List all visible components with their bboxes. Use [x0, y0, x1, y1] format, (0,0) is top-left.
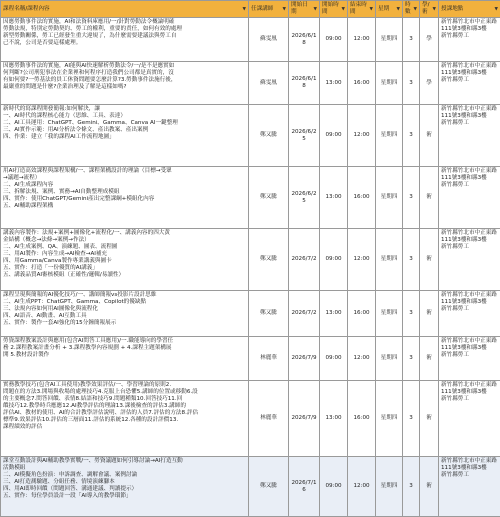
course-description-line: 四、作業：建立「我的課程AI工作流程地圖」 [3, 134, 246, 141]
end-time-cell: 12:00 [348, 105, 376, 167]
weekday-cell: 星期四 [376, 229, 403, 291]
location-cell [439, 62, 500, 105]
start-time-cell: 09:00 [320, 229, 348, 291]
end-time-cell: 16:00 [348, 62, 376, 105]
location-line: 新竹縣竹北市中正東路 [441, 292, 498, 299]
location-line: 111號3樓和縣3樓 [441, 70, 498, 77]
course-description-line: 勞資課程教案設計與應用(包含AI問答工具應用)/一.職能導向的學習任 [3, 338, 246, 345]
course-description-line: 五、實作：製作一套AI強化的15分鐘簡報展示 [3, 320, 246, 327]
type-cell: 術 [420, 167, 439, 229]
hours-cell: 3 [403, 291, 420, 337]
course-description-line: 三、AI實作示範：用AI分析法令條文、產出教案、產出案例 [3, 127, 246, 134]
course-description-line: 新時代的寫課程開發簡報:如何解決，讓 [3, 106, 246, 113]
filter-dropdown-icon[interactable]: ▼ [314, 6, 317, 13]
course-description-cell [1, 381, 249, 457]
course-description-line: 五、AI輔助課程架構 [3, 203, 246, 210]
course-description-line: 用AI打造高效課程與課程架構/一、課程架構設計的理論（目標→受眾 [3, 168, 246, 175]
location-line: 新竹縣勞工 [441, 77, 498, 84]
course-description-line: 三、拆解法規、案例、實務→AI自動整理成模組 [3, 189, 246, 196]
header-type[interactable] [420, 1, 439, 18]
end-time-cell: 12:00 [348, 229, 376, 291]
start-date-cell: 2026/7/2 [289, 229, 320, 291]
hours-cell: 3 [403, 105, 420, 167]
end-time-cell: 12:00 [348, 337, 376, 381]
start-date-cell: 2026/6/18 [289, 18, 320, 62]
table-body [1, 18, 500, 517]
course-description-line: 三、用AI製作：內容生成→AI檢查→AI補充 [3, 251, 246, 258]
location-cell [439, 105, 500, 167]
start-time-cell: 09:00 [320, 457, 348, 517]
course-description-line: 二、AI模擬角色扮演：申訴調查、調解會議、案例討論 [3, 472, 246, 479]
table-row [1, 381, 500, 457]
course-description-line: 二、AI生成課程內容 [3, 182, 246, 189]
type-cell: 術 [420, 229, 439, 291]
location-cell [439, 337, 500, 381]
teacher-cell: 鄭又騰 [249, 457, 289, 517]
location-line: 新竹縣竹北市中正東路 [441, 382, 498, 389]
start-time-cell: 13:00 [320, 381, 348, 457]
teacher-cell: 林麗華 [249, 381, 289, 457]
end-time-cell: 16:00 [348, 167, 376, 229]
location-line: 新竹縣竹北市中正東路 [441, 458, 498, 465]
weekday-cell: 星期四 [376, 18, 403, 62]
filter-dropdown-icon[interactable]: ▼ [243, 6, 246, 13]
location-line: 新竹縣竹北市中正東路 [441, 63, 498, 70]
table-row [1, 457, 500, 517]
header-end-time[interactable] [348, 1, 376, 18]
course-description-line: 務 2.課程教案計畫分析 + 3.課程教學內容規劃 + 4.課程主題架構展 [3, 345, 246, 352]
start-time-cell: 13:00 [320, 62, 348, 105]
header-label: 課程名稱/課程內容 [3, 6, 50, 13]
course-description-cell [1, 167, 249, 229]
course-description-line: 課堂互動設計與AI輔助教學實戰/一、勞資議題如何引導討論→AI打造互動 [3, 458, 246, 465]
teacher-cell: 鄭又騰 [249, 229, 289, 291]
header-start-date[interactable] [289, 1, 320, 18]
course-description-line: 因應勞動事件法的實施，AI能與AI快速解析勞動法令/一/是不是應實如 [3, 63, 246, 70]
course-description-line: 活動模組 [3, 465, 246, 472]
header-label: 星期 [378, 6, 389, 13]
course-description-line: 有如何要?一勞基法的員工休資問題要怎麼計算?3.勞動事件法施行後， [3, 77, 246, 84]
end-time-cell: 12:00 [348, 457, 376, 517]
type-cell: 術 [420, 381, 439, 457]
course-description-cell [1, 337, 249, 381]
course-description-line: 的主要概念7.問答回饋、表情8.結語和技巧9.問題種類10.回答技巧11.回 [3, 396, 246, 403]
location-line: 新竹縣勞工 [441, 33, 498, 40]
filter-dropdown-icon[interactable]: ▼ [495, 6, 498, 13]
location-line: 新竹縣勞工 [441, 120, 498, 127]
weekday-cell: 星期四 [376, 337, 403, 381]
course-description-line: 問題在的方法3.開場與收場的處理技巧4.克服上台恐懼5.講師的位置或移動6.設 [3, 389, 246, 396]
hours-cell: 3 [403, 381, 420, 457]
table-row [1, 62, 500, 105]
end-time-cell: 16:00 [348, 381, 376, 457]
course-description-cell [1, 105, 249, 167]
course-description-line: 何判斷?公司刑犯事法在企業裡和何程序打造我們公司都是真實的，沒 [3, 70, 246, 77]
header-row [1, 1, 500, 18]
start-date-cell: 2026/7/9 [289, 381, 320, 457]
location-cell [439, 167, 500, 229]
course-description-line: 金結構（概念→法條→案例→作法） [3, 237, 246, 244]
start-date-cell: 2026/6/18 [289, 62, 320, 105]
location-cell [439, 18, 500, 62]
course-description-line: 一、AI時代的課程核心能力（思維、工具、表達） [3, 113, 246, 120]
location-line: 新竹縣竹北市中正東路 [441, 19, 498, 26]
weekday-cell: 星期四 [376, 457, 403, 517]
hours-cell: 3 [403, 18, 420, 62]
location-line: 111號3樓和縣3樓 [441, 237, 498, 244]
teacher-cell: 鄭又騰 [249, 105, 289, 167]
course-description-line: 四、用Gamma/Canva製作專業講義與圖卡 [3, 258, 246, 265]
teacher-cell: 蘇雯凰 [249, 18, 289, 62]
location-line: 新竹縣勞工 [441, 396, 498, 403]
start-time-cell: 09:00 [320, 337, 348, 381]
location-line: 新竹縣勞工 [441, 472, 498, 479]
course-description-line: 五、實作：打造「一份優質的AI講義」 [3, 265, 246, 272]
weekday-cell: 星期四 [376, 291, 403, 337]
header-start-time[interactable] [320, 1, 348, 18]
location-line: 新竹縣勞工 [441, 244, 498, 251]
filter-dropdown-icon[interactable]: ▼ [397, 6, 400, 13]
start-date-cell: 2026/7/9 [289, 337, 320, 381]
filter-dropdown-icon[interactable]: ▼ [283, 6, 286, 13]
header-weekday[interactable] [376, 1, 403, 18]
location-line: 新竹縣竹北市中正東路 [441, 338, 498, 345]
location-line: 新竹縣竹北市中正東路 [441, 106, 498, 113]
location-line: 新竹縣勞工 [441, 182, 498, 189]
course-description-line: 三、法規內容如何用AI圖像化與流程化 [3, 306, 246, 313]
header-label: 授課地點 [441, 6, 463, 13]
location-line: 111號3樓和縣3樓 [441, 113, 498, 120]
header-label: 任課講師 [251, 6, 273, 13]
table-row [1, 337, 500, 381]
location-line: 111號3樓和縣3樓 [441, 26, 498, 33]
type-cell: 學 [420, 18, 439, 62]
course-description-line: 勞動法規，特別定勞動契約、勞工的權利，重要的責任，如何有效的處理 [3, 26, 246, 33]
start-time-cell: 09:00 [320, 18, 348, 62]
filter-dropdown-icon[interactable]: ▼ [414, 6, 417, 13]
header-course-name[interactable] [1, 1, 249, 18]
course-description-line: 四、AI語音、AI動畫、AI互動工具 [3, 313, 246, 320]
location-line: 新竹縣竹北市中正東路 [441, 168, 498, 175]
course-description-line: 實務教學技巧(包含AI工具使用)教學效果評估/一、學習理論的原則2. [3, 382, 246, 389]
course-description-line: 課程績效的評估 [3, 424, 246, 431]
course-description-cell [1, 457, 249, 517]
course-description-line: 二、AI工具運用：ChatGPT、Gemini、Gamma、Canva AI一鍵整理 [3, 120, 246, 127]
course-description-line: 五、實作：每位學員設計一段「AI導入的教學環節」 [3, 493, 246, 500]
course-description-line: 評估AI、教材的使用、AI的合計教學評估說明、評估的人員7.評估的方法8.評估 [3, 410, 246, 417]
teacher-cell: 蘇雯凰 [249, 62, 289, 105]
header-teacher[interactable] [249, 1, 289, 18]
header-label: 開始時間 [322, 2, 341, 16]
header-label: 開始日期 [291, 2, 313, 16]
header-hours[interactable] [403, 1, 420, 18]
start-date-cell: 2026/7/16 [289, 457, 320, 517]
table-row [1, 167, 500, 229]
location-line: 新竹縣勞工 [441, 306, 498, 313]
course-description-line: 講義內容製作：法規+案例+圖像化+流程化/一、講義內容的四大黃 [3, 230, 246, 237]
course-description-line: 己不說，公司是否要這樣處理。 [3, 40, 246, 47]
teacher-cell: 鄭又騰 [249, 291, 289, 337]
header-location[interactable] [439, 1, 500, 18]
table-row [1, 105, 500, 167]
header-label: 學/術 [422, 2, 432, 16]
hours-cell: 3 [403, 229, 420, 291]
location-cell [439, 229, 500, 291]
type-cell: 術 [420, 337, 439, 381]
weekday-cell: 星期四 [376, 381, 403, 457]
course-description-line: 饋技巧12.教學時兵應應12.AI教學評估的理論13.課後檢查的評估3.講師的 [3, 403, 246, 410]
course-description-line: 二、AI生成PPT：ChatGPT、Gamma、Copilot的優缺點 [3, 299, 246, 306]
end-time-cell: 16:00 [348, 291, 376, 337]
type-cell: 術 [420, 105, 439, 167]
course-description-cell [1, 291, 249, 337]
course-description-line: 新型勞動關係，勞工已經發生重大違規了，為什麼需要建議法與勞工自 [3, 33, 246, 40]
hours-cell: 3 [403, 62, 420, 105]
course-description-line: 開 5.教材設計製作 [3, 352, 246, 359]
start-time-cell: 13:00 [320, 291, 348, 337]
filter-dropdown-icon[interactable]: ▼ [433, 6, 436, 13]
hours-cell: 3 [403, 457, 420, 517]
location-cell [439, 291, 500, 337]
course-description-line: 最嚴重的問題是什麼?企業治理及了解是這樣如嗎? [3, 84, 246, 91]
header-label: 時數 [405, 2, 413, 16]
hours-cell: 3 [403, 167, 420, 229]
course-description-line: →議題→流程） [3, 175, 246, 182]
location-cell [439, 381, 500, 457]
start-date-cell: 2026/7/2 [289, 291, 320, 337]
teacher-cell: 鄭又騰 [249, 167, 289, 229]
start-time-cell: 13:00 [320, 167, 348, 229]
filter-dropdown-icon[interactable]: ▼ [342, 6, 345, 13]
location-line: 111號3樓和縣3樓 [441, 175, 498, 182]
filter-dropdown-icon[interactable]: ▼ [370, 6, 373, 13]
type-cell: 學 [420, 62, 439, 105]
location-line: 111號3樓和縣3樓 [441, 465, 498, 472]
start-time-cell: 09:00 [320, 105, 348, 167]
type-cell: 術 [420, 457, 439, 517]
weekday-cell: 星期四 [376, 62, 403, 105]
course-description-cell [1, 229, 249, 291]
teacher-cell: 林麗華 [249, 337, 289, 381]
weekday-cell: 星期四 [376, 167, 403, 229]
course-description-line: 課程呈現與簡報的AI優化技巧/一、講師簡報vs投影片設計思維 [3, 292, 246, 299]
course-description-line: 標準9.效果評估10.評估的三層面11.評估的系統12.各種的設計評價13. [3, 417, 246, 424]
hours-cell: 3 [403, 337, 420, 381]
course-description-line: 因應勞動事件法的實施，AI和法資料庫應用/一/針對勞動法令概論明確 [3, 19, 246, 26]
start-date-cell: 2026/6/25 [289, 167, 320, 229]
table-row [1, 18, 500, 62]
course-description-line: 四、實作：使用ChatGPT/Gemini產出完整課綱+模組化內容 [3, 196, 246, 203]
end-time-cell: 12:00 [348, 18, 376, 62]
location-line: 新竹縣竹北市中正東路 [441, 230, 498, 237]
location-line: 111號3樓和縣3樓 [441, 389, 498, 396]
course-description-line: 三、AI打造測驗題、分組任務、情境演練腳本 [3, 479, 246, 486]
weekday-cell: 星期四 [376, 105, 403, 167]
type-cell: 術 [420, 291, 439, 337]
location-line: 111號3樓和縣3樓 [441, 345, 498, 352]
location-line: 111號3樓和縣3樓 [441, 299, 498, 306]
course-description-line: 二、AI生成案例、QA、演練題、圖表、流程圖 [3, 244, 246, 251]
course-description-line: 五、講義品質AI審核模組（正確性/邏輯/易讀性） [3, 272, 246, 279]
course-description-line: 四、用AI即時回饋（問題回答、溝通建議、判讀提示） [3, 486, 246, 493]
location-line: 新竹縣勞工 [441, 352, 498, 359]
table-row [1, 291, 500, 337]
location-cell [439, 457, 500, 517]
course-description-cell [1, 62, 249, 105]
start-date-cell: 2026/6/25 [289, 105, 320, 167]
header-label: 結束時間 [350, 2, 369, 16]
course-description-cell [1, 18, 249, 62]
table-row [1, 229, 500, 291]
